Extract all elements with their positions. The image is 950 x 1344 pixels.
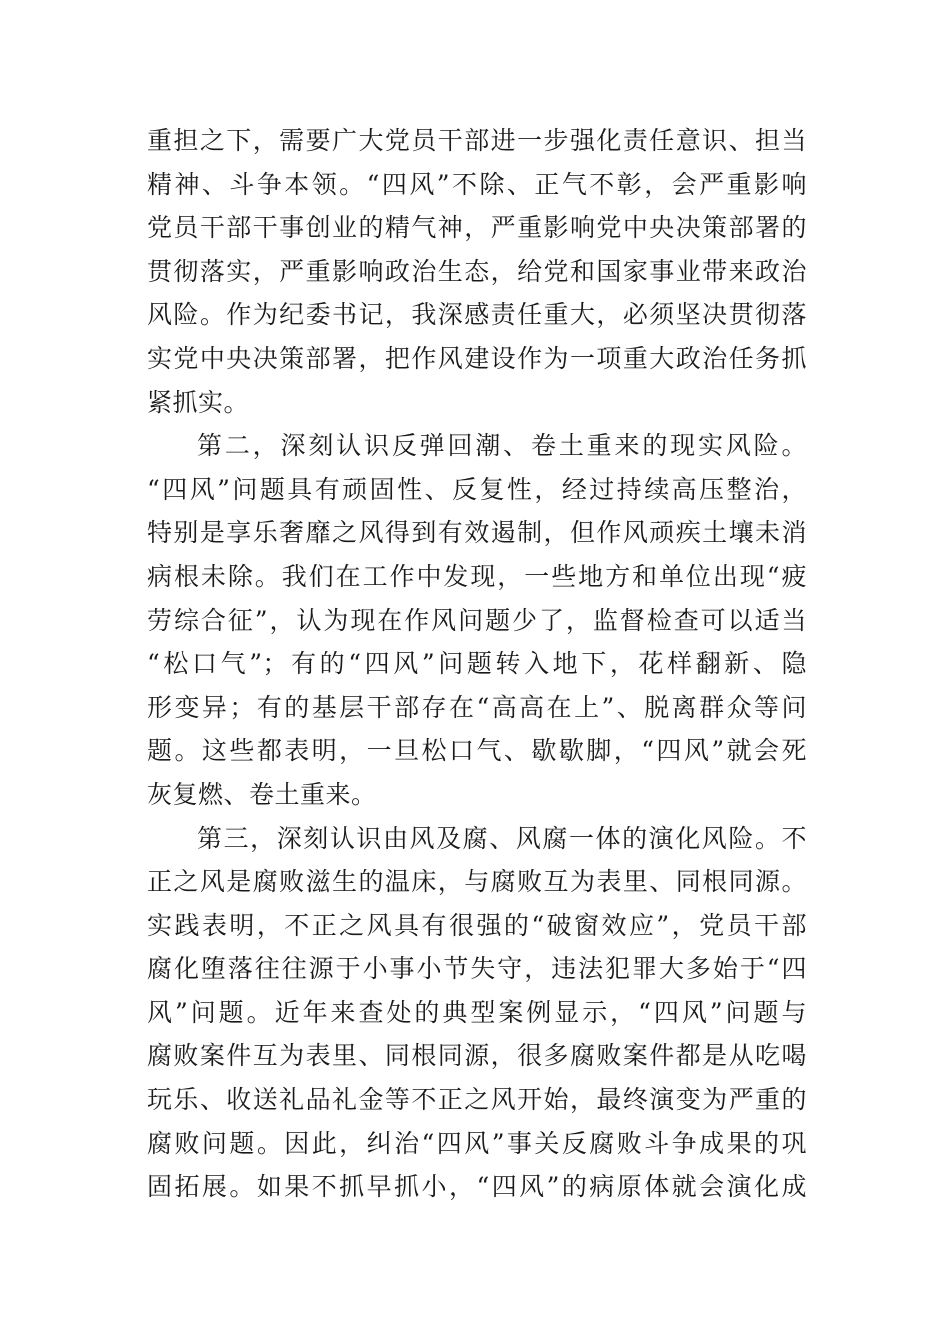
text-line: 玩乐、收送礼品礼金等不正之风开始，最终演变为严重的 (147, 1085, 807, 1115)
text-line: 形变异；有的基层干部存在“高高在上”、脱离群众等问 (147, 692, 807, 722)
document-page (147, 119, 807, 1209)
text-line: 第二，深刻认识反弹回潮、卷土重来的现实风险。 (197, 431, 807, 461)
text-line: 灰复燃、卷土重来。 (147, 779, 377, 809)
text-line: “松口气”；有的“四风”问题转入地下，花样翻新、隐 (147, 649, 807, 679)
text-line: 劳综合征”，认为现在作风问题少了，监督检查可以适当 (147, 605, 807, 635)
text-line: “四风”问题具有顽固性、反复性，经过持续高压整治， (147, 474, 807, 504)
text-line: 特别是享乐奢靡之风得到有效遏制，但作风顽疾土壤未消 (147, 518, 807, 548)
text-line: 病根未除。我们在工作中发现，一些地方和单位出现“疲 (147, 561, 807, 591)
text-line: 紧抓实。 (147, 387, 250, 417)
paragraph-3 (147, 817, 807, 1209)
text-line: 实践表明，不正之风具有很强的“破窗效应”，党员干部 (147, 910, 807, 940)
text-line: 题。这些都表明，一旦松口气、歇歇脚，“四风”就会死 (147, 736, 807, 766)
text-line: 风险。作为纪委书记，我深感责任重大，必须坚决贯彻落 (147, 300, 807, 330)
text-line: 第三，深刻认识由风及腐、风腐一体的演化风险。不 (197, 823, 807, 853)
text-line: 贯彻落实，严重影响政治生态，给党和国家事业带来政治 (147, 256, 807, 286)
text-line: 正之风是腐败滋生的温床，与腐败互为表里、同根同源。 (147, 867, 807, 897)
text-line: 风”问题。近年来查处的典型案例显示，“四风”问题与 (147, 997, 807, 1027)
text-line: 腐化堕落往往源于小事小节失守，违法犯罪大多始于“四 (147, 954, 807, 984)
text-line: 腐败案件互为表里、同根同源，很多腐败案件都是从吃喝 (147, 1041, 807, 1071)
text-line: 重担之下，需要广大党员干部进一步强化责任意识、担当 (147, 126, 807, 155)
text-line: 党员干部干事创业的精气神，严重影响党中央决策部署的 (147, 213, 807, 243)
paragraph-1 (147, 119, 807, 424)
text-line: 实党中央决策部署，把作风建设作为一项重大政治任务抓 (147, 343, 807, 373)
text-line: 精神、斗争本领。“四风”不除、正气不彰，会严重影响 (147, 169, 807, 199)
text-line: 腐败问题。因此，纠治“四风”事关反腐败斗争成果的巩 (147, 1128, 807, 1158)
paragraph-2 (147, 424, 807, 816)
text-line: 固拓展。如果不抓早抓小，“四风”的病原体就会演化成 (147, 1172, 807, 1202)
